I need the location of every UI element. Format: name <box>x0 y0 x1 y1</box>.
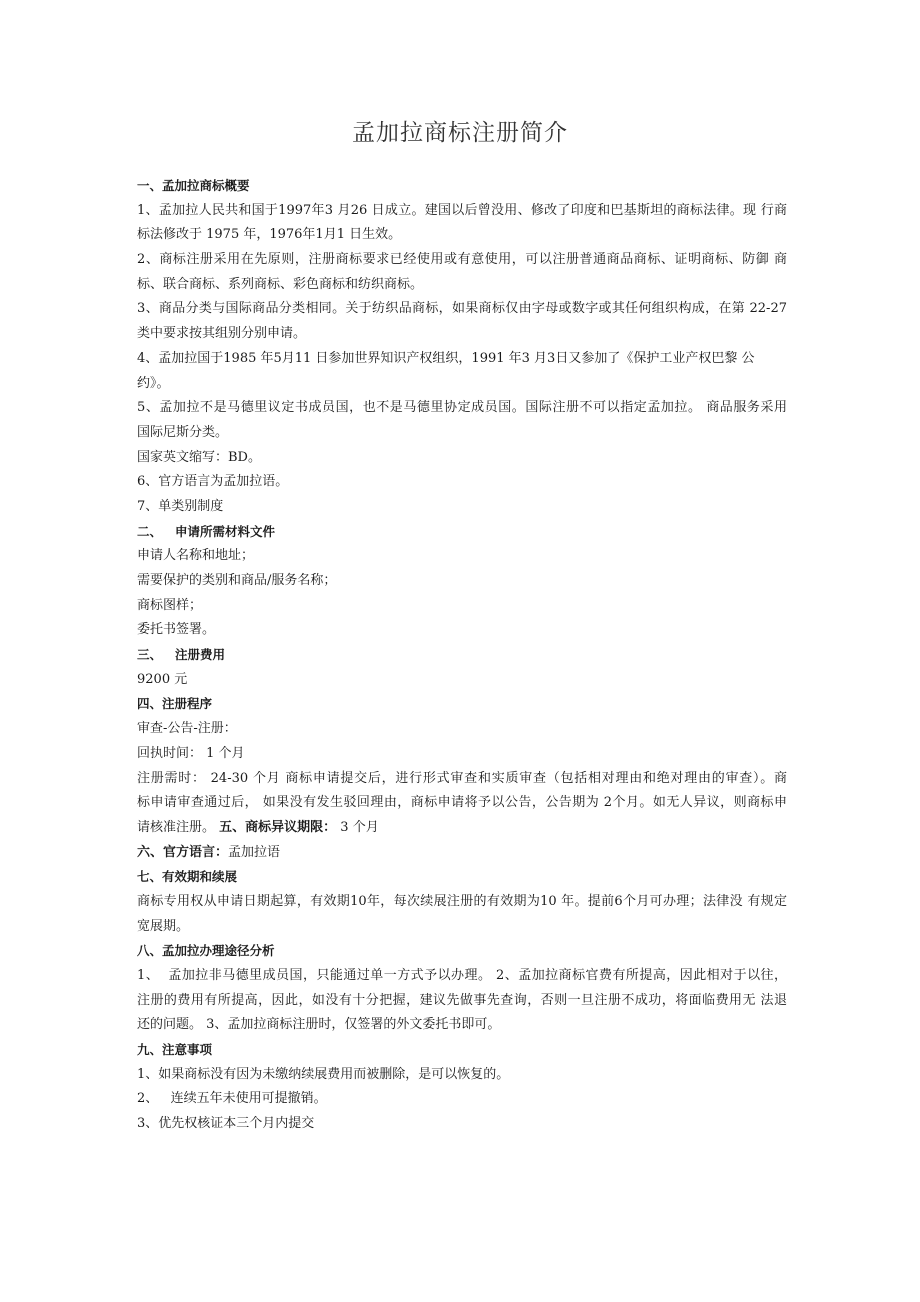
section-7-para-1: 商标专用权从申请日期起算，有效期10年，每次续展注册的有效期为10 年。提前6个月可办理；法律没 有规定 <box>137 893 787 909</box>
section-1-para-3-cont: 类中要求按其组别分别申请。 <box>137 326 307 342</box>
note-item: 3、优先权核证本三个月内提交 <box>137 1116 315 1132</box>
section-9-heading: 九、注意事项 <box>137 1042 213 1058</box>
section-1-para-2-cont: 标、联合商标、系列商标、彩色商标和纺织商标。 <box>137 276 424 292</box>
material-item: 申请人名称和地址； <box>137 548 255 564</box>
section-6-value: 孟加拉语 <box>228 844 281 860</box>
section-8-para-1-cont: 注册的费用有所提高，因此，如没有十分把握，建议先做事先查询，否则一旦注册不成功，将面临费用无 法退 <box>137 992 787 1008</box>
section-5-label: 五、商标异议期限： <box>219 819 337 835</box>
section-6-line <box>137 841 787 866</box>
material-item: 需要保护的类别和商品/服务名称； <box>137 573 337 588</box>
section-4-para-1-cont: 标申请审查通过后， 如果没有发生驳回理由，商标申请将予以公告，公告期为 2个月。如无人异议，则商标申 <box>137 795 787 811</box>
section-1-para-4-cont: 约》。 <box>137 375 170 391</box>
note-item: 1、如果商标没有因为未缴纳续展费用而被删除，是可以恢复的。 <box>137 1066 510 1082</box>
receipt-time: 回执时间： 1 个月 <box>137 745 245 761</box>
procedure-flow: 审查-公告-注册： <box>137 721 237 737</box>
section-2-heading: 二、 申请所需材料文件 <box>137 523 276 539</box>
country-abbreviation: 国家英文缩写：BD。 <box>137 449 261 465</box>
section-7-para-1-cont: 宽展期。 <box>137 918 190 934</box>
section-8-para-1: 1、 孟加拉非马德里成员国，只能通过单一方式予以办理。 2、孟加拉商标官费有所提高，因此相对于以往， <box>137 968 787 983</box>
section-5-value: 3 个月 <box>336 819 379 835</box>
note-item: 2、 连续五年未使用可提撤销。 <box>137 1091 327 1107</box>
section-1-para-6: 6、官方语言为孟加拉语。 <box>137 474 289 490</box>
section-1-para-5: 5、孟加拉不是马德里议定书成员国，也不是马德里协定成员国。国际注册不可以指定孟加拉。 商品服务采用 <box>137 400 787 416</box>
registration-fee: 9200 元 <box>137 671 188 687</box>
section-1-para-7: 7、单类别制度 <box>137 498 224 514</box>
section-8-heading: 八、孟加拉办理途径分析 <box>137 943 275 959</box>
section-1-para-1: 1、孟加拉人民共和国于1997年3 月26 日成立。建国以后曾没用、修改了印度和巴基斯坦的商标法律。现 行商 <box>137 202 787 218</box>
section-1-para-1-cont: 标法修改于 1975 年，1976年1月1 日生效。 <box>137 227 402 243</box>
section-1-para-5-cont: 国际尼斯分类。 <box>137 424 229 440</box>
section-4-para-1: 注册需时： 24-30 个月 商标申请提交后，进行形式审查和实质审查（包括相对理由和绝对理由的审查）。商 <box>137 770 787 786</box>
section-4-heading: 四、注册程序 <box>137 696 213 712</box>
section-1-heading: 一、孟加拉商标概要 <box>137 178 250 193</box>
section-1-para-4: 4、孟加拉国于1985 年5月11 日参加世界知识产权组织，1991 年3 月3日又参加了《保护工业产权巴黎 公 <box>137 350 755 366</box>
section-3-heading: 三、 注册费用 <box>137 647 226 663</box>
section-1-para-3: 3、商品分类与国际商品分类相同。关于纺织品商标，如果商标仅由字母或数字或其任何组织构成，在第 22-27 <box>137 301 787 317</box>
section-4-para-1-last: 请核准注册。 <box>137 819 216 835</box>
material-item: 委托书签署。 <box>137 622 216 638</box>
document-body <box>137 174 787 1137</box>
section-1-para-2: 2、商标注册采用在先原则，注册商标要求已经使用或有意使用，可以注册普通商品商标、证明商标、防御 商 <box>137 252 787 268</box>
section-8-para-1-end: 还的问题。 3、孟加拉商标注册时，仅签署的外文委托书即可。 <box>137 1017 501 1033</box>
document-title: 孟加拉商标注册简介 <box>352 120 568 146</box>
section-7-heading: 七、有效期和续展 <box>137 869 238 885</box>
material-item: 商标图样； <box>137 597 203 613</box>
section-6-label: 六、官方语言： <box>137 844 229 860</box>
section-4-para-1-end <box>137 816 787 841</box>
